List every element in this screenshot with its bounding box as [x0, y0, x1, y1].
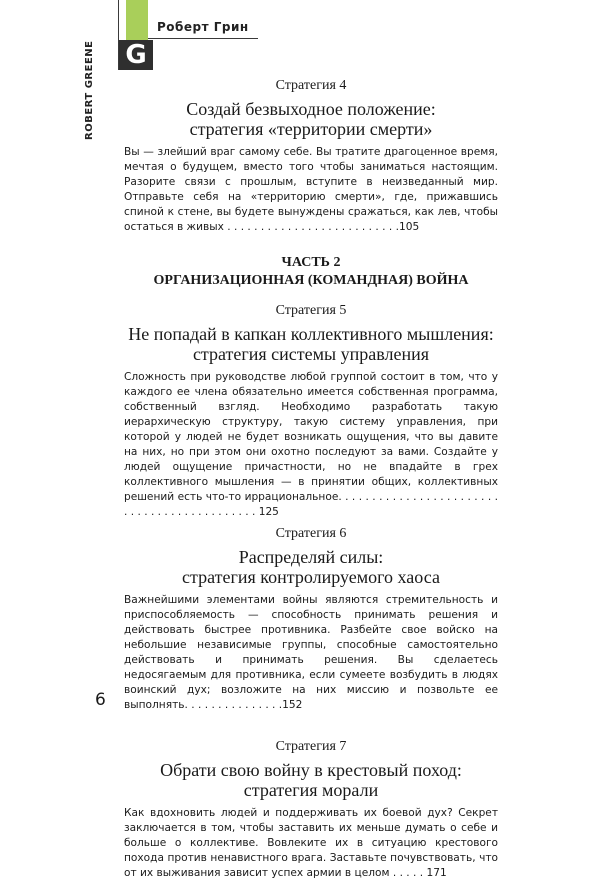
running-header-author: Роберт Грин — [157, 20, 249, 34]
toc-entry-strategy-6 — [124, 526, 498, 713]
strategy-description: Вы — злейший враг самому себе. Вы тратите драгоценное время, мечтая о будущем, вместо того чтобы заниматься настоящим. Разорите связи с прошлым, вступите в неизведанный мир. Отправьте себя на «территорию смерти», где, прижавшись спиной к стене, вы будете вынуждены сражаться, как лев, чтобы остаться в живых . . . . . . . . . . . . . . . . . . . . . . . . . .105 — [124, 146, 498, 233]
toc-entry-strategy-4 — [124, 78, 498, 235]
part-title: ОРГАНИЗАЦИОННАЯ (КОМАНДНАЯ) ВОЙНА — [153, 273, 469, 288]
strategy-description: Важнейшими элементами войны являются стремительность и приспособляемость — способность принимать решения и действовать быстрее противника. Разбейте свое войско на небольшие независимые группы, способные самостоятельно действовать и принимать решения. Вы сделаетесь недосягаемым для противника, если сумеете возбудить в людях воинский дух; возложите на них миссию и позвольте ее выполнять. . . . . . . . . . . . . . .152 — [124, 594, 498, 711]
strategy-label: Стратегия 5 — [275, 303, 347, 318]
part-label: ЧАСТЬ 2 — [281, 255, 341, 270]
strategy-title-line: Создай безвыходное положение: — [186, 99, 436, 119]
side-author-label: ROBERT GREENE — [84, 40, 95, 140]
toc-entry-strategy-7 — [124, 739, 498, 881]
strategy-label: Стратегия 6 — [275, 526, 347, 541]
strategy-title — [124, 99, 498, 139]
spacer — [124, 713, 498, 739]
strategy-title-line: стратегия контролируемого хаоса — [182, 567, 440, 587]
toc-content — [124, 78, 498, 881]
strategy-label: Стратегия 7 — [275, 739, 347, 754]
toc-entry-strategy-5 — [124, 303, 498, 520]
strategy-title-line: Не попадай в капкан коллективного мышления: — [128, 324, 494, 344]
strategy-label: Стратегия 4 — [275, 78, 347, 93]
header-rule — [148, 38, 258, 39]
strategy-title-line: Обрати свою войну в крестовый поход: стратегия морали — [160, 760, 462, 800]
strategy-title-line: стратегия системы управления — [192, 344, 430, 364]
strategy-title — [124, 324, 498, 364]
strategy-description: Сложность при руководстве любой группой состоит в том, что у каждого ее члена обязательно имеется собственная программа, собственный взгляд. Необходимо разработать такую иерархическую структуру, такую систему управления, при которой у людей не будет возникать ощущения, что вы давите на них, но при этом они охотно последуют за вами. Создайте у людей ощущение причастности, но не впадайте в грех коллективного мышления — в принятии общих, коллективных решений есть что-то иррациональное. . . . . . . . . . . . . . . . . . . . . . . . . . . . . . . . . . . . . . . . . . . . 125 — [124, 371, 498, 518]
strategy-title-line: Распределяй силы: — [238, 547, 384, 567]
page-number: 6 — [95, 690, 106, 710]
strategy-title-line: стратегия «территории смерти» — [189, 119, 433, 139]
logo-g-icon: G — [119, 40, 153, 70]
strategy-description: Как вдохновить людей и поддерживать их боевой дух? Секрет заключается в том, чтобы заставить их меньше думать о себе и больше о коллективе. Вовлеките их в ситуацию крестового похода против ненавистного врага. Заставьте почувствовать, что от их выживания зависит успех армии в целом . . . . . 171 — [124, 807, 498, 879]
strategy-title — [124, 760, 498, 800]
header-green-strip — [126, 0, 148, 44]
strategy-title — [124, 547, 498, 587]
